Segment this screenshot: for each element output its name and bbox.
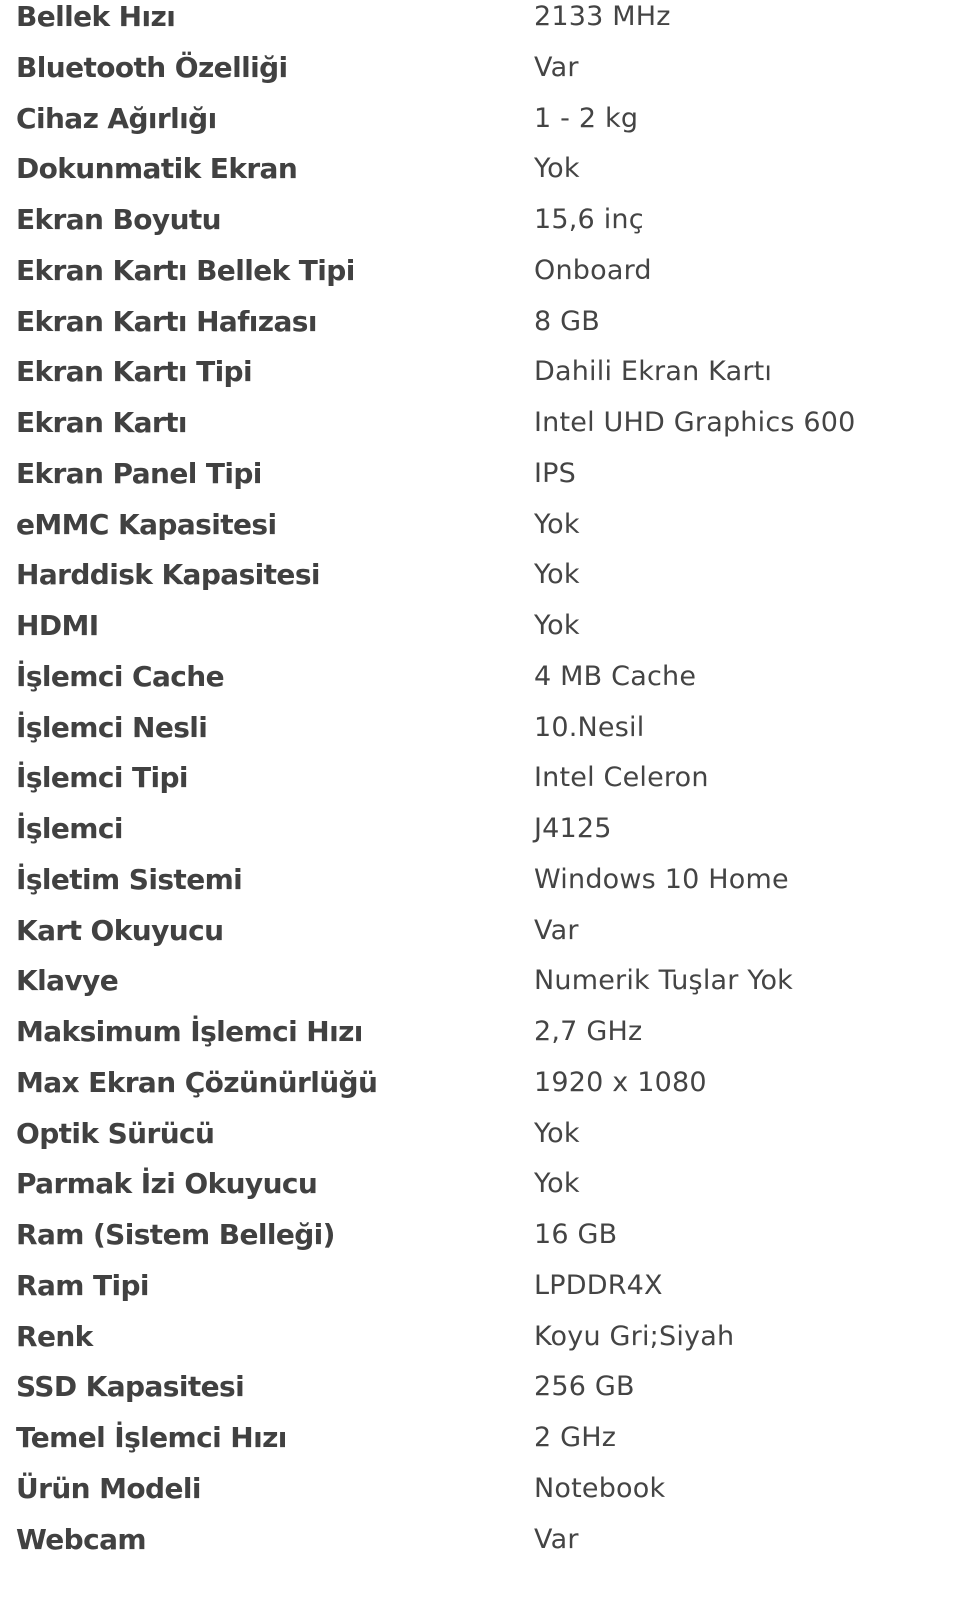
spec-row — [0, 1167, 961, 1218]
spec-value: Windows 10 Home — [534, 863, 789, 895]
spec-row — [0, 508, 961, 559]
spec-row — [0, 305, 961, 356]
spec-label: Ekran Kartı Tipi — [16, 355, 253, 389]
spec-value: IPS — [534, 457, 576, 489]
spec-label: SSD Kapasitesi — [16, 1370, 245, 1404]
spec-label: Ürün Modeli — [16, 1471, 201, 1505]
spec-label: Ekran Boyutu — [16, 203, 222, 236]
spec-value: 2133 MHz — [534, 1, 671, 32]
spec-value: Yok — [534, 559, 580, 591]
spec-value: Var — [534, 51, 579, 83]
spec-label: Dokunmatik Ekran — [16, 152, 298, 186]
spec-value: LPDDR4X — [534, 1269, 663, 1301]
spec-value: 4 MB Cache — [534, 660, 697, 692]
spec-label: Webcam — [16, 1522, 146, 1556]
spec-label: İşlemci Nesli — [16, 710, 208, 744]
spec-row — [0, 1015, 961, 1066]
spec-label: Ram (Sistem Belleği) — [16, 1218, 335, 1251]
spec-row — [0, 0, 961, 51]
spec-row — [0, 1320, 961, 1371]
spec-value: 16 GB — [534, 1219, 618, 1250]
spec-label: İşlemci Cache — [16, 659, 224, 693]
spec-row — [0, 863, 961, 914]
spec-value: 256 GB — [534, 1371, 635, 1403]
spec-value: Onboard — [534, 254, 652, 286]
spec-label: Cihaz Ağırlığı — [16, 101, 217, 135]
spec-label: İşletim Sistemi — [16, 862, 243, 896]
spec-label: eMMC Kapasitesi — [16, 507, 277, 541]
spec-value: 8 GB — [534, 305, 601, 337]
spec-label: HDMI — [16, 609, 99, 642]
spec-value: 1920 x 1080 — [534, 1066, 707, 1098]
spec-label: Bellek Hızı — [16, 0, 176, 33]
spec-row — [0, 1421, 961, 1472]
spec-value: Yok — [534, 610, 580, 641]
spec-row — [0, 355, 961, 406]
spec-row — [0, 51, 961, 102]
spec-value: Koyu Gri;Siyah — [534, 1320, 735, 1352]
spec-row — [0, 1523, 961, 1574]
spec-value: 2 GHz — [534, 1422, 617, 1453]
spec-row — [0, 254, 961, 305]
spec-row — [0, 1218, 961, 1269]
spec-value: 1 - 2 kg — [534, 102, 639, 134]
spec-label: Harddisk Kapasitesi — [16, 558, 320, 592]
spec-row — [0, 711, 961, 762]
spec-value: Numerik Tuşlar Yok — [534, 965, 794, 997]
spec-label: Optik Sürücü — [16, 1116, 215, 1150]
spec-row — [0, 761, 961, 812]
spec-row — [0, 812, 961, 863]
spec-row — [0, 152, 961, 203]
spec-value: Var — [534, 914, 579, 946]
spec-value: Yok — [534, 153, 580, 185]
spec-value: Yok — [534, 1117, 580, 1149]
spec-row — [0, 1066, 961, 1117]
spec-row — [0, 1370, 961, 1421]
spec-value: Intel UHD Graphics 600 — [534, 407, 856, 438]
spec-value: 15,6 inç — [534, 204, 644, 235]
spec-label: İşlemci Tipi — [16, 761, 188, 795]
spec-row — [0, 558, 961, 609]
spec-label: Ekran Kartı — [16, 406, 187, 439]
spec-label: Kart Okuyucu — [16, 913, 224, 947]
spec-value: Intel Celeron — [534, 762, 709, 794]
spec-label: Ekran Panel Tipi — [16, 456, 262, 490]
spec-value: Yok — [534, 508, 580, 540]
spec-row — [0, 406, 961, 457]
spec-value: 10.Nesil — [534, 711, 645, 743]
spec-label: Klavye — [16, 964, 119, 998]
spec-label: Ekran Kartı Hafızası — [16, 304, 317, 338]
spec-row — [0, 964, 961, 1015]
spec-label: Renk — [16, 1319, 93, 1353]
spec-value: J4125 — [534, 813, 612, 844]
spec-value: Dahili Ekran Kartı — [534, 356, 773, 388]
spec-row — [0, 1117, 961, 1168]
spec-value: Yok — [534, 1168, 580, 1200]
spec-label: Ekran Kartı Bellek Tipi — [16, 253, 355, 287]
spec-row — [0, 914, 961, 965]
spec-row — [0, 457, 961, 508]
spec-label: Ram Tipi — [16, 1268, 149, 1302]
spec-row — [0, 1269, 961, 1320]
spec-label: İşlemci — [16, 812, 123, 845]
spec-value: 2,7 GHz — [534, 1016, 643, 1047]
spec-label: Max Ekran Çözünürlüğü — [16, 1065, 378, 1099]
spec-label: Temel İşlemci Hızı — [16, 1421, 287, 1454]
spec-row — [0, 1472, 961, 1523]
spec-value: Notebook — [534, 1472, 666, 1504]
spec-row — [0, 660, 961, 711]
spec-label: Maksimum İşlemci Hızı — [16, 1015, 363, 1048]
spec-label: Parmak İzi Okuyucu — [16, 1167, 318, 1201]
spec-row — [0, 609, 961, 660]
spec-row — [0, 102, 961, 153]
spec-label: Bluetooth Özelliği — [16, 50, 288, 84]
spec-row — [0, 203, 961, 254]
spec-value: Var — [534, 1523, 579, 1555]
